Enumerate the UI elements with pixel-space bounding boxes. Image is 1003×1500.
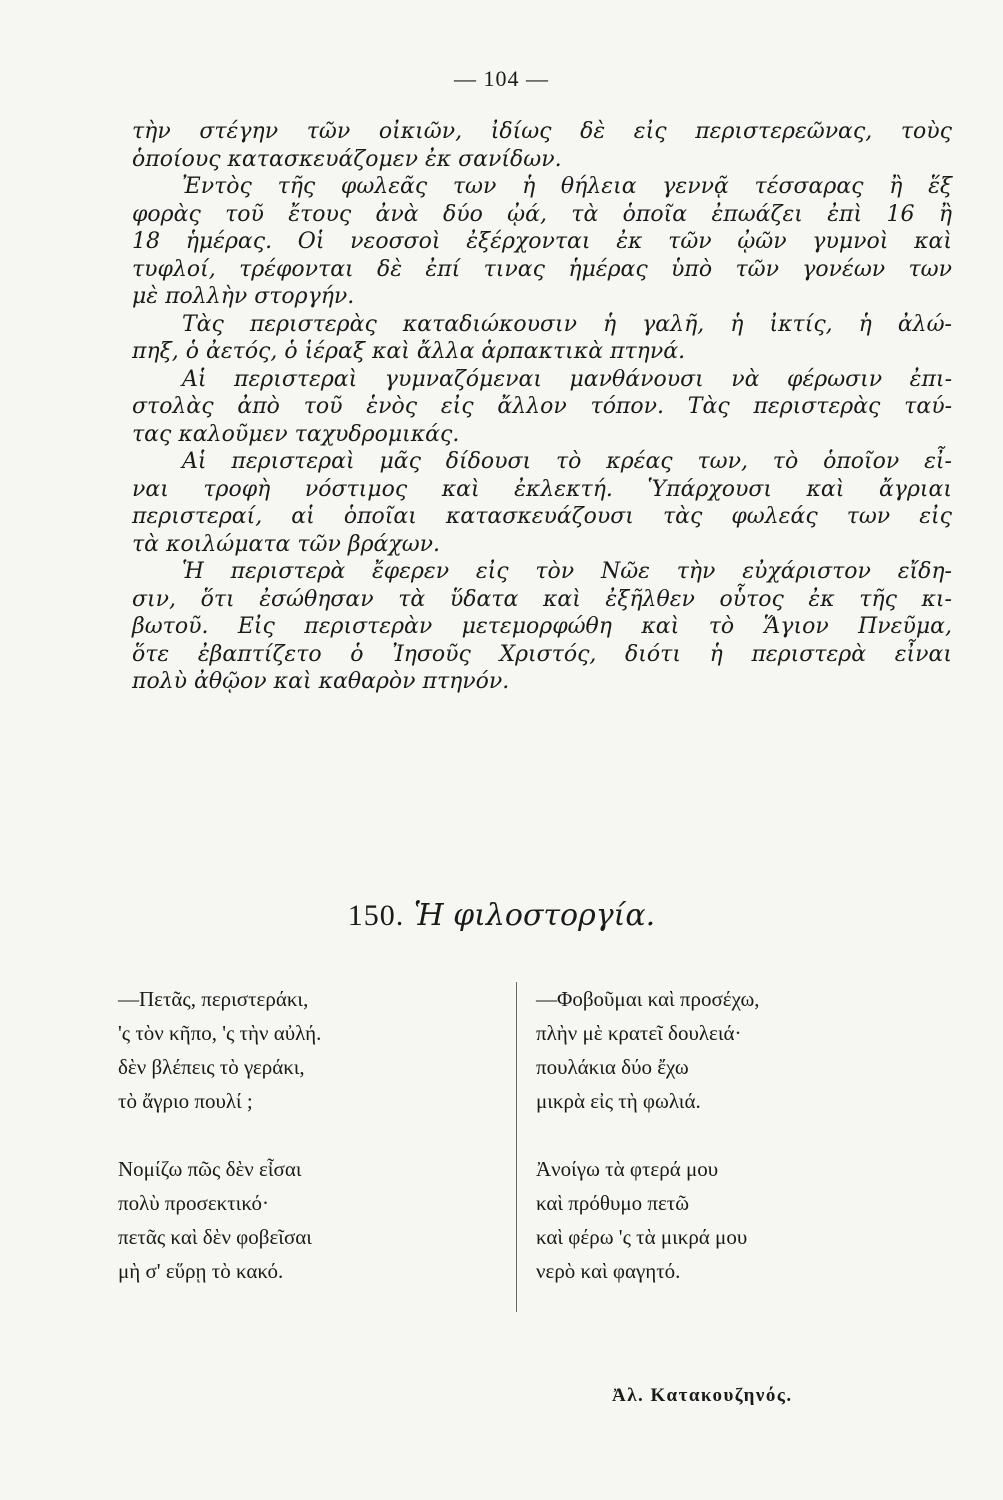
section-number: 150. xyxy=(347,899,405,932)
poem-line: πετᾶς καὶ δὲν φοβεῖσαι xyxy=(118,1225,312,1249)
prose-line: τας καλοῦμεν ταχυδρομικάς. xyxy=(132,421,460,447)
prose-line: Ἡ περιστερὰ ἔφερεν εἰς τὸν Νῶε τὴν εὐχάριστον εἴδη- xyxy=(182,559,952,584)
poem-stanza xyxy=(118,982,321,1118)
poem-stanza xyxy=(536,982,760,1118)
prose-line: Αἱ περιστεραὶ γυμναζόμεναι μανθάνουσι νὰ φέρωσιν ἐπι- xyxy=(182,366,952,392)
section-heading xyxy=(0,898,1003,933)
prose-line: τυφλοί, τρέφονται δὲ ἐπί τινας ἡμέρας ὑπὸ τῶν γονέων των xyxy=(132,256,952,282)
poem-line: νερὸ καὶ φαγητό. xyxy=(536,1259,681,1283)
prose-line: πολὺ ἀθῷον καὶ καθαρὸν πτηνόν. xyxy=(132,669,510,694)
page-number: — 104 — xyxy=(454,66,549,91)
prose-line: ὅτε ἐβαπτίζετο ὁ Ἰησοῦς Χριστός, διότι ἡ περιστερὰ εἶναι xyxy=(132,641,952,667)
poem-line: τὸ ἄγριο πουλί ; xyxy=(118,1089,253,1113)
prose-line: πηξ, ὁ ἀετός, ὁ ἱέραξ καὶ ἄλλα ἁρπακτικὰ πτηνά. xyxy=(132,339,686,364)
prose-line: ναι τροφὴ νόστιμος καὶ ἐκλεκτή. Ὑπάρχουσι καὶ ἄγριαι xyxy=(132,476,952,502)
column-divider xyxy=(516,982,517,1312)
prose-line: στολὰς ἀπὸ τοῦ ἑνὸς εἰς ἄλλον τόπον. Τὰς περιστερὰς ταύ- xyxy=(132,394,952,419)
poem-line: —Πετᾶς, περιστεράκι, xyxy=(118,987,309,1011)
prose-line: Τὰς περιστερὰς καταδιώκουσιν ἡ γαλῆ, ἡ ἰκτίς, ἡ ἀλώ- xyxy=(182,311,952,337)
prose-text xyxy=(132,118,952,696)
poem-line: Ἀνοίγω τὰ φτερά μου xyxy=(536,1157,719,1181)
prose-line: φορὰς τοῦ ἔτους ἀνὰ δύο ᾠά, τὰ ὁποῖα ἐπωάζει ἐπὶ 16 ἢ xyxy=(132,201,952,227)
poem-line: 'ς τὸν κῆπο, 'ς τὴν αὐλή. xyxy=(118,1021,322,1045)
prose-line: Ἐντὸς τῆς φωλεᾶς των ἡ θήλεια γεννᾷ τέσσαρας ἢ ἕξ xyxy=(182,174,952,199)
prose-line: μὲ πολλὴν στοργήν. xyxy=(132,284,355,309)
poem-line: καὶ φέρω 'ς τὰ μικρά μου xyxy=(536,1225,748,1249)
prose-line: τὴν στέγην τῶν οἰκιῶν, ἰδίως δὲ εἰς περιστερεῶνας, τοὺς xyxy=(132,119,952,144)
poem-line: Νομίζω πῶς δὲν εἶσαι xyxy=(118,1157,302,1181)
poem-line: πουλάκια δύο ἔχω xyxy=(536,1055,689,1079)
prose-line: ὁποίους κατασκευάζομεν ἐκ σανίδων. xyxy=(132,146,562,172)
prose-line: περιστεραί, αἱ ὁποῖαι κατασκευάζουσι τὰς φωλεάς των εἰς xyxy=(132,504,952,529)
poem-line: μὴ σ' εὕρῃ τὸ κακό. xyxy=(118,1259,284,1283)
prose-line: Αἱ περιστεραὶ μᾶς δίδουσι τὸ κρέας των, τὸ ὁποῖον εἶ- xyxy=(182,449,952,474)
poem-line: πλὴν μὲ κρατεῖ δουλειά· xyxy=(536,1021,742,1045)
poem-line: δὲν βλέπεις τὸ γεράκι, xyxy=(118,1055,305,1079)
poem-left-column xyxy=(118,982,321,1322)
poem-right-column xyxy=(536,982,760,1322)
poem-stanza xyxy=(118,1152,321,1288)
section-title: Ἡ φιλοστοργία. xyxy=(413,898,656,933)
prose-line: βωτοῦ. Εἰς περιστερὰν μετεμορφώθη καὶ τὸ Ἅγιον Πνεῦμα, xyxy=(132,614,952,639)
prose-line: τὰ κοιλώματα τῶν βράχων. xyxy=(132,531,440,557)
poem-stanza xyxy=(536,1152,760,1288)
poem-line: πολὺ προσεκτικό· xyxy=(118,1191,269,1215)
poem-line: μικρὰ εἰς τὴ φωλιά. xyxy=(536,1089,701,1113)
poem-line: καὶ πρόθυμο πετῶ xyxy=(536,1191,690,1215)
poem-line: —Φοβοῦμαι καὶ προσέχω, xyxy=(536,987,760,1011)
prose-line: σιν, ὅτι ἐσώθησαν τὰ ὕδατα καὶ ἐξῆλθεν οὗτος ἐκ τῆς κι- xyxy=(132,586,952,612)
author-signature: Ἀλ. Κατακουζηνός. xyxy=(612,1385,793,1406)
prose-line: 18 ἡμέρας. Οἱ νεοσσοὶ ἐξέρχονται ἐκ τῶν ᾠῶν γυμνοὶ καὶ xyxy=(132,229,952,254)
